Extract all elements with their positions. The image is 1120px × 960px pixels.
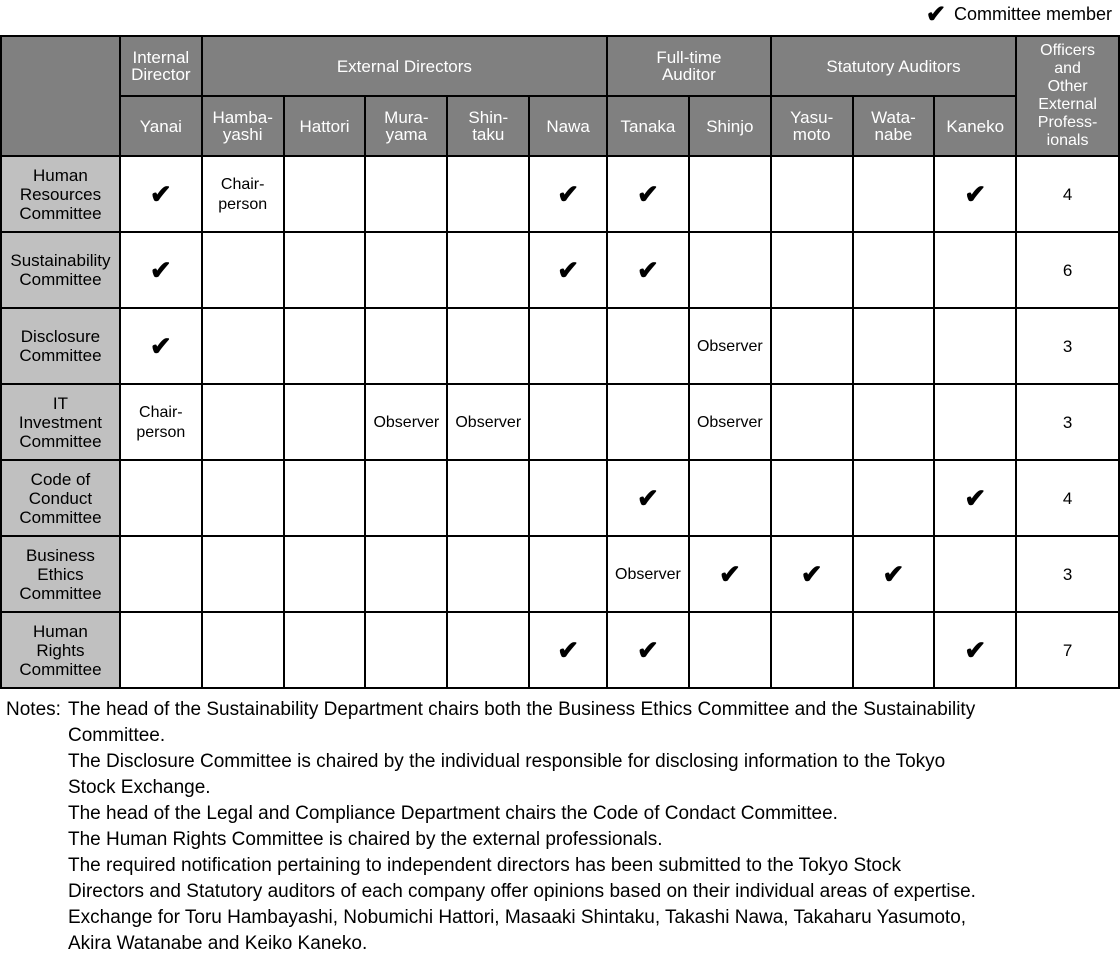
checkmark-icon: ✔ [800, 559, 823, 589]
checkmark-icon: ✔ [637, 179, 659, 209]
committee-rows [1, 156, 1119, 688]
person-header: Shin- taku [447, 96, 529, 156]
person-header: Kaneko [934, 96, 1016, 156]
membership-cell [607, 232, 689, 308]
membership-cell [365, 384, 447, 460]
note-line: The Disclosure Committee is chaired by the individual responsible for disclosing information to the Tokyo [68, 751, 946, 772]
membership-cell [447, 612, 529, 688]
committee-row [1, 460, 1119, 536]
checkmark-icon: ✔ [637, 635, 659, 665]
membership-cell [853, 232, 935, 308]
membership-cell [934, 536, 1016, 612]
membership-cell [202, 156, 284, 232]
committee-row [1, 232, 1119, 308]
membership-cell [853, 308, 935, 384]
legend-label: Committee member [953, 4, 1112, 24]
membership-cell [529, 612, 607, 688]
committee-name: Sustainability Committee [1, 232, 120, 308]
membership-cell [529, 308, 607, 384]
checkmark-icon: ✔ [557, 255, 579, 285]
committee-name: IT Investment Committee [1, 384, 120, 460]
checkmark-icon: ✔ [882, 559, 905, 589]
checkmark-icon: ✔ [149, 179, 172, 209]
membership-cell [120, 460, 202, 536]
membership-cell [771, 536, 853, 612]
person-header: Hamba- yashi [202, 96, 284, 156]
membership-cell [202, 232, 284, 308]
person-header: Yanai [120, 96, 202, 156]
checkmark-icon: ✔ [964, 483, 987, 513]
membership-cell [934, 612, 1016, 688]
group-header-internal-director: Internal Director [120, 36, 202, 96]
membership-cell [771, 232, 853, 308]
membership-cell [447, 536, 529, 612]
membership-cell [771, 612, 853, 688]
committee-row [1, 536, 1119, 612]
person-header: Yasu- moto [771, 96, 853, 156]
membership-cell [607, 460, 689, 536]
role-label: Observer [615, 566, 681, 583]
membership-cell [934, 308, 1016, 384]
person-header: Mura- yama [365, 96, 447, 156]
membership-cell [934, 384, 1016, 460]
membership-cell [529, 384, 607, 460]
role-label: Observer [455, 414, 522, 431]
checkmark-icon: ✔ [718, 559, 741, 589]
note-line: The Human Rights Committee is chaired by the external professionals. [68, 829, 663, 850]
group-header-row [1, 36, 1119, 96]
membership-cell [689, 460, 771, 536]
note-line: Committee. [68, 725, 166, 746]
role-label: Observer [696, 338, 763, 355]
membership-cell [447, 156, 529, 232]
note-line: The head of the Sustainability Department chairs both the Business Ethics Committee and the Sustainability [68, 699, 976, 720]
membership-cell [689, 308, 771, 384]
membership-cell [202, 536, 284, 612]
membership-cell [202, 308, 284, 384]
committee-row [1, 156, 1119, 232]
committee-name: Human Resources Committee [1, 156, 120, 232]
others-count: 3 [1016, 536, 1119, 612]
group-header-statutory-auditors: Statutory Auditors [771, 36, 1016, 96]
person-header: Shinjo [689, 96, 771, 156]
membership-cell [284, 612, 366, 688]
membership-cell [365, 232, 447, 308]
membership-cell [120, 612, 202, 688]
membership-cell [607, 536, 689, 612]
membership-cell [447, 460, 529, 536]
membership-cell [607, 384, 689, 460]
membership-cell [529, 460, 607, 536]
note-line: The required notification pertaining to independent directors has been submitted to the Tokyo Stock [68, 855, 902, 876]
membership-cell [284, 232, 366, 308]
person-header-row [1, 96, 1119, 156]
membership-cell [365, 536, 447, 612]
notes-section [6, 697, 1118, 957]
membership-cell [284, 536, 366, 612]
role-label: Observer [373, 414, 440, 431]
committee-name: Disclosure Committee [1, 308, 120, 384]
membership-cell [689, 384, 771, 460]
group-header-external-directors: External Directors [202, 36, 607, 96]
membership-cell [853, 384, 935, 460]
others-count: 7 [1016, 612, 1119, 688]
membership-cell [284, 308, 366, 384]
membership-cell [365, 460, 447, 536]
notes-label: Notes: [6, 699, 61, 720]
committee-name: Code of Conduct Committee [1, 460, 120, 536]
others-count: 3 [1016, 384, 1119, 460]
checkmark-icon: ✔ [637, 255, 659, 285]
note-line: Exchange for Toru Hambayashi, Nobumichi Hattori, Masaaki Shintaku, Takashi Nawa, Takaharu Yasumoto, [68, 907, 967, 928]
membership-cell [529, 536, 607, 612]
membership-cell [689, 156, 771, 232]
membership-cell [529, 232, 607, 308]
membership-cell [689, 612, 771, 688]
legend [925, 0, 1112, 28]
person-header: Wata- nabe [853, 96, 935, 156]
membership-cell [529, 156, 607, 232]
group-header-fulltime-auditor: Full-time Auditor [607, 36, 771, 96]
checkmark-icon: ✔ [149, 255, 172, 285]
membership-cell [934, 232, 1016, 308]
membership-cell [607, 612, 689, 688]
group-header-others: Officers and Other External Profess- ionals [1016, 36, 1119, 156]
person-header: Hattori [284, 96, 366, 156]
committee-name: Human Rights Committee [1, 612, 120, 688]
membership-cell [120, 384, 202, 460]
membership-cell [365, 156, 447, 232]
membership-cell [689, 536, 771, 612]
membership-cell [771, 384, 853, 460]
note-line: Directors and Statutory auditors of each company offer opinions based on their individual areas of expertise. [68, 881, 976, 902]
committee-name: Business Ethics Committee [1, 536, 120, 612]
membership-cell [284, 156, 366, 232]
checkmark-icon: ✔ [925, 0, 946, 28]
others-count: 4 [1016, 156, 1119, 232]
committee-row [1, 308, 1119, 384]
membership-cell [284, 384, 366, 460]
committee-row [1, 384, 1119, 460]
others-count: 4 [1016, 460, 1119, 536]
note-line: Stock Exchange. [68, 777, 211, 798]
checkmark-icon: ✔ [964, 635, 987, 665]
membership-cell [120, 232, 202, 308]
membership-cell [853, 536, 935, 612]
membership-cell [120, 536, 202, 612]
membership-cell [934, 460, 1016, 536]
membership-cell [689, 232, 771, 308]
corner-header [1, 36, 120, 156]
membership-cell [120, 308, 202, 384]
membership-cell [853, 460, 935, 536]
membership-cell [447, 384, 529, 460]
committee-row [1, 612, 1119, 688]
note-line: Akira Watanabe and Keiko Kaneko. [68, 933, 368, 954]
person-header: Tanaka [607, 96, 689, 156]
checkmark-icon: ✔ [637, 483, 659, 513]
committee-table [0, 35, 1120, 689]
membership-cell [607, 156, 689, 232]
role-label: Chair- person [136, 404, 186, 441]
notes-lines [68, 697, 1118, 957]
checkmark-icon: ✔ [557, 179, 579, 209]
membership-cell [853, 612, 935, 688]
membership-cell [120, 156, 202, 232]
membership-cell [202, 384, 284, 460]
membership-cell [202, 460, 284, 536]
checkmark-icon: ✔ [149, 331, 172, 361]
membership-cell [447, 308, 529, 384]
membership-cell [934, 156, 1016, 232]
checkmark-icon: ✔ [964, 179, 987, 209]
role-label: Observer [696, 414, 763, 431]
membership-cell [447, 232, 529, 308]
membership-cell [853, 156, 935, 232]
membership-cell [771, 156, 853, 232]
role-label: Chair- person [218, 176, 268, 213]
others-count: 3 [1016, 308, 1119, 384]
membership-cell [365, 612, 447, 688]
membership-cell [771, 460, 853, 536]
checkmark-icon: ✔ [557, 635, 579, 665]
membership-cell [607, 308, 689, 384]
membership-cell [365, 308, 447, 384]
others-count: 6 [1016, 232, 1119, 308]
person-header: Nawa [529, 96, 607, 156]
membership-cell [202, 612, 284, 688]
note-line: The head of the Legal and Compliance Department chairs the Code of Condact Committee. [68, 803, 838, 824]
membership-cell [284, 460, 366, 536]
membership-cell [771, 308, 853, 384]
